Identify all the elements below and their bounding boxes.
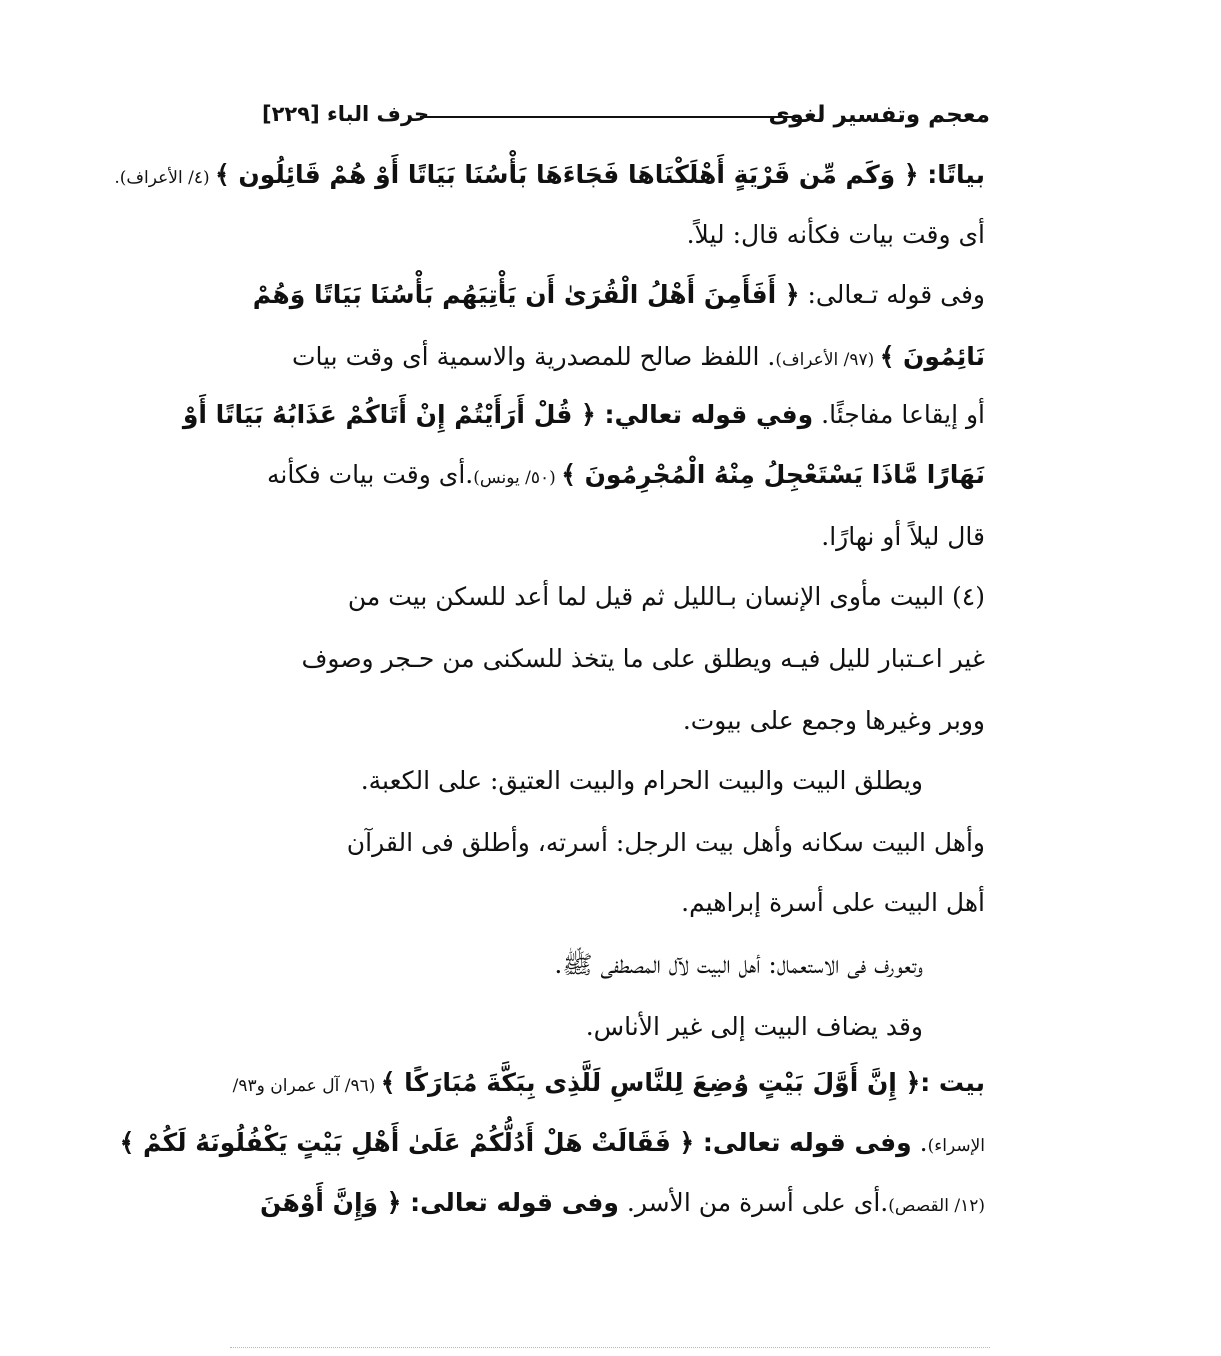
citation-text: (٤/ الأعراف). — [114, 168, 216, 188]
text-line — [245, 630, 985, 688]
citation-text: الإسراء) — [927, 1136, 985, 1156]
header-rule — [420, 116, 800, 118]
body-text-run: ويطلق البيت والبيت الحرام والبيت العتيق: على الكعبة. — [360, 766, 923, 795]
quran-verse-text: وفي قوله تعالي: ﴿ قُلْ أَرَأَيْتُمْ إِنْ أَتَاكُمْ عَذَابُهُ بَيَاتًا أَوْ — [182, 400, 814, 429]
citation-text: (٥٠/ يونس) — [473, 468, 562, 488]
text-line — [245, 446, 985, 507]
body-text-run: . — [911, 1128, 928, 1157]
text-line — [245, 328, 985, 389]
citation-text: (٩٧/ الأعراف) — [775, 350, 880, 370]
text-line — [245, 206, 985, 264]
quran-verse-text: بياتًا: — [918, 160, 985, 189]
quran-verse-text: ﴿ إِنَّ أَوَّلَ بَيْتٍ وُضِعَ لِلنَّاسِ لَلَّذِى بِبَكَّةَ مُبَارَكًا ﴾ — [380, 1068, 921, 1097]
quran-verse-text: بيت : — [920, 1068, 985, 1097]
quran-verse-text: ﴿ أَفَأَمِنَ أَهْلُ الْقُرَىٰ أَن يَأْتِيَهُم بَأْسُنَا بَيَاتًا وَهُمْ — [252, 280, 800, 309]
text-line — [245, 266, 985, 324]
body-text-run: وتعورف فى الاستعمال: أهل البيت لآل المصطفى ﷺ. — [554, 950, 923, 979]
text-line — [182, 386, 985, 444]
body-text-run: وفى قوله تـعالى: — [799, 280, 985, 309]
text-line — [183, 936, 985, 994]
body-text-run: أو إيقاعا مفاجئًا. — [813, 400, 985, 429]
page-bottom-rule — [230, 1347, 990, 1348]
body-text-run: أهل البيت على أسرة إبراهيم. — [681, 888, 985, 917]
citation-text: (١٢/ القصص) — [888, 1196, 985, 1216]
text-line — [245, 508, 985, 566]
body-text-run: (٤) البيت مأوى الإنسان بـالليل ثم قيل لما أعد للسكن بيت من — [347, 582, 985, 611]
body-text-run: وأهل البيت سكانه وأهل بيت الرجل: أسرته، وأطلق فى القرآن — [346, 828, 985, 857]
body-text-run: وقد يضاف البيت إلى غير الأناس. — [585, 1012, 923, 1041]
chapter-label: حرف الباء [٢٢٩] — [262, 102, 430, 126]
body-text-run: .أى وقت بيات فكأنه — [266, 460, 474, 489]
body-text-run: ووبر وغيرها وجمع على بيوت. — [682, 706, 985, 735]
text-line — [245, 1174, 985, 1235]
body-text-run: أى وقت بيات فكأنه قال: ليلاً. — [686, 220, 985, 249]
text-line — [245, 568, 985, 626]
body-text-run: قال ليلاً أو نهارًا. — [821, 522, 985, 551]
body-text-run: غير اعـتبار لليل فيـه ويطلق على ما يتخذ للسكنى من حـجر وصوف — [301, 644, 985, 673]
quran-verse-text: نَائِمُونَ ﴾ — [879, 342, 985, 371]
text-line — [232, 1054, 985, 1115]
quran-verse-text: وفى قوله تعالى: ﴿ وَإِنَّ أَوْهَنَ — [260, 1188, 619, 1217]
text-line — [183, 998, 985, 1056]
book-title: معجم وتفسير لغوى — [768, 102, 990, 128]
text-line — [245, 874, 985, 932]
citation-text: (٩٦/ آل عمران و٩٣/ — [232, 1076, 381, 1096]
text-line — [245, 692, 985, 750]
text-line — [245, 814, 985, 872]
quran-verse-text: نَهَارًا مَّاذَا يَسْتَعْجِلُ مِنْهُ الْمُجْرِمُونَ ﴾ — [561, 460, 985, 489]
text-line — [183, 752, 985, 810]
body-text-run: .أى على أسرة من الأسر. — [618, 1188, 889, 1217]
text-line — [119, 1114, 985, 1175]
quran-verse-text: ﴿ وَكَم مِّن قَرْيَةٍ أَهْلَكْنَاهَا فَجَاءَهَا بَأْسُنَا بَيَاتًا أَوْ هُمْ قَائِلُون ﴾ — [215, 160, 919, 189]
page-header — [262, 98, 990, 138]
quran-verse-text: وفى قوله تعالى: ﴿ فَقَالَتْ هَلْ أَدُلُّكُمْ عَلَىٰ أَهْلِ بَيْتٍ يَكْفُلُونَهُ لَكُمْ ﴾ — [119, 1128, 912, 1157]
body-text-run: . اللفظ صالح للمصدرية والاسمية أى وقت بيات — [291, 342, 776, 371]
text-line — [114, 146, 985, 207]
